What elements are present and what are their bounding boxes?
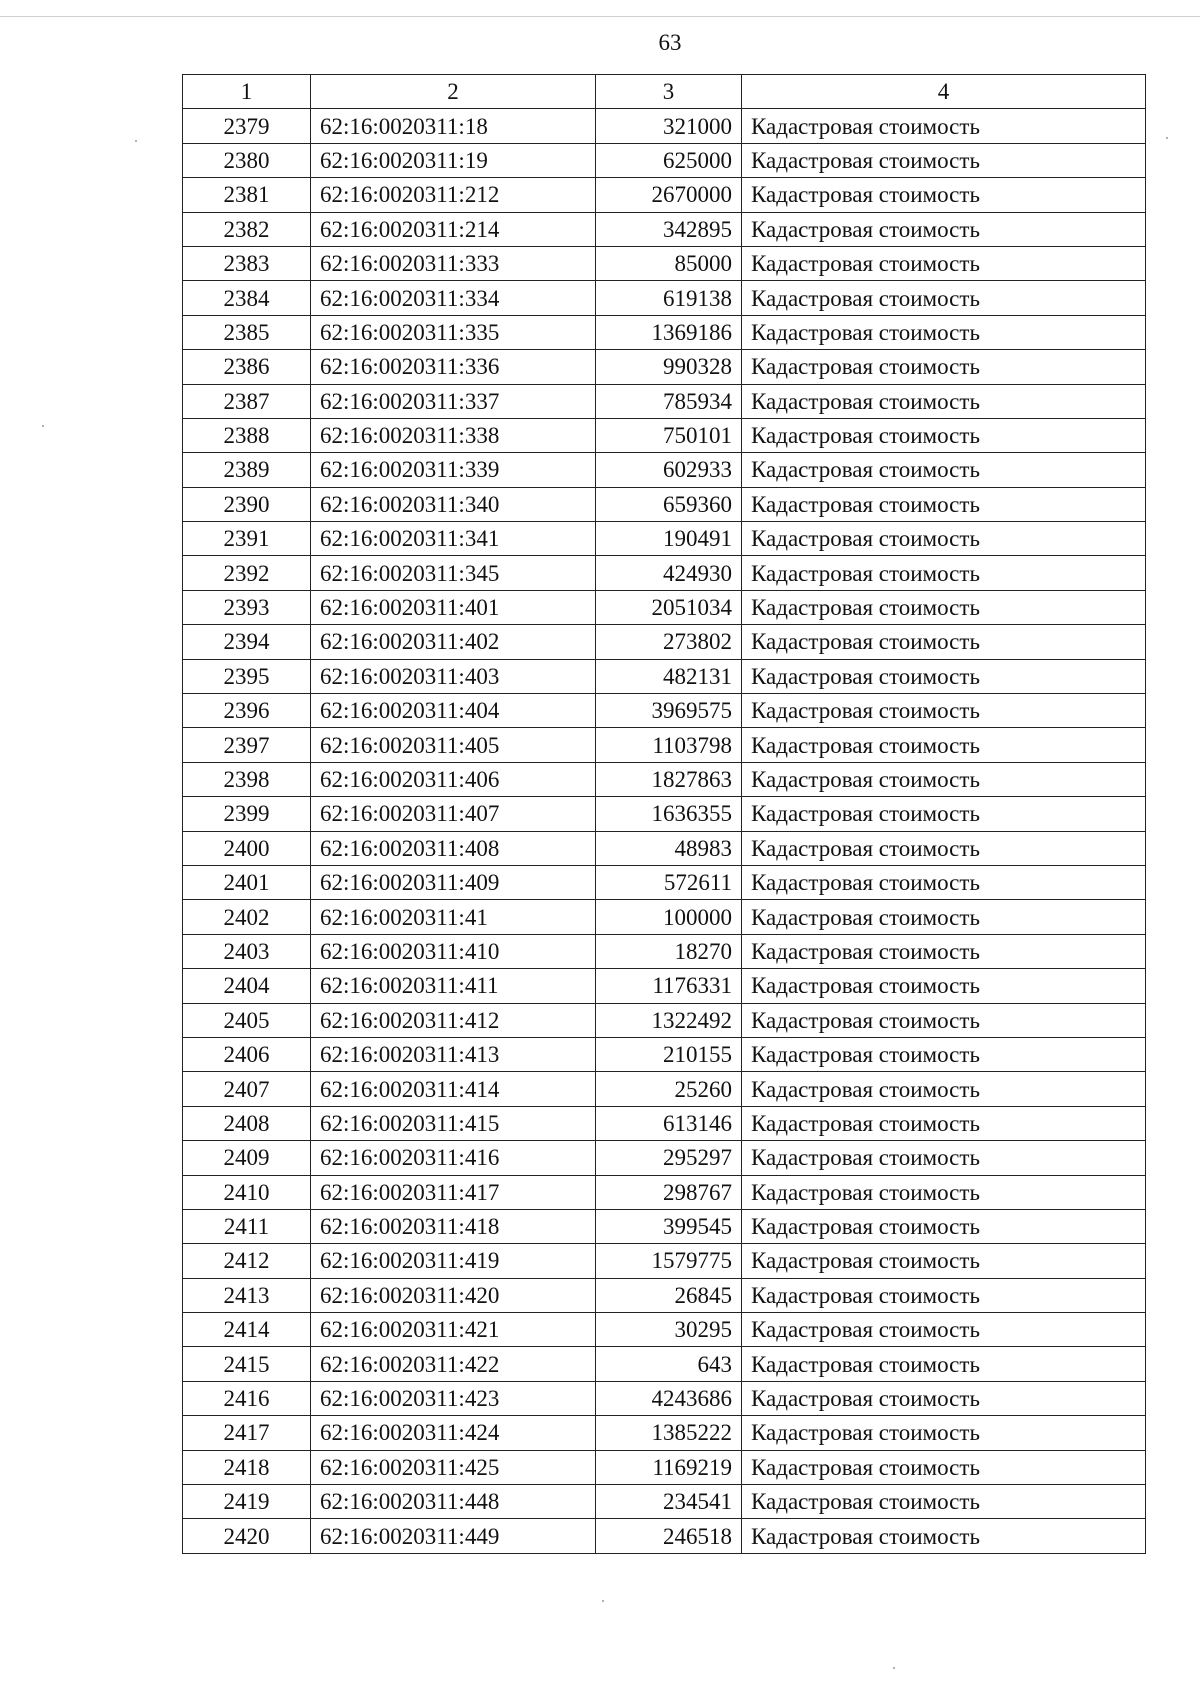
table-row bbox=[183, 865, 1146, 899]
value-type-cell: Кадастровая стоимость bbox=[742, 900, 1146, 934]
cadastral-number-cell: 62:16:0020311:413 bbox=[311, 1037, 596, 1071]
value-type-cell: Кадастровая стоимость bbox=[742, 625, 1146, 659]
table-row bbox=[183, 1381, 1146, 1415]
table-row bbox=[183, 625, 1146, 659]
value-type-cell: Кадастровая стоимость bbox=[742, 694, 1146, 728]
value-cell: 572611 bbox=[596, 865, 742, 899]
value-cell: 85000 bbox=[596, 246, 742, 280]
row-number-cell: 2388 bbox=[183, 418, 311, 452]
scan-speck bbox=[1166, 137, 1168, 139]
row-number-cell: 2383 bbox=[183, 246, 311, 280]
value-cell: 246518 bbox=[596, 1519, 742, 1553]
value-type-cell: Кадастровая стоимость bbox=[742, 384, 1146, 418]
value-cell: 273802 bbox=[596, 625, 742, 659]
table-row bbox=[183, 1519, 1146, 1553]
cadastral-number-cell: 62:16:0020311:410 bbox=[311, 934, 596, 968]
value-cell: 210155 bbox=[596, 1037, 742, 1071]
cadastral-number-cell: 62:16:0020311:336 bbox=[311, 350, 596, 384]
cadastral-number-cell: 62:16:0020311:18 bbox=[311, 109, 596, 143]
table-row bbox=[183, 900, 1146, 934]
row-number-cell: 2387 bbox=[183, 384, 311, 418]
row-number-cell: 2389 bbox=[183, 453, 311, 487]
table-row bbox=[183, 1244, 1146, 1278]
value-type-cell: Кадастровая стоимость bbox=[742, 1106, 1146, 1140]
row-number-cell: 2390 bbox=[183, 487, 311, 521]
value-cell: 602933 bbox=[596, 453, 742, 487]
value-cell: 298767 bbox=[596, 1175, 742, 1209]
cadastral-number-cell: 62:16:0020311:417 bbox=[311, 1175, 596, 1209]
column-header-2: 2 bbox=[311, 75, 596, 109]
cadastral-number-cell: 62:16:0020311:41 bbox=[311, 900, 596, 934]
value-cell: 1169219 bbox=[596, 1450, 742, 1484]
cadastral-number-cell: 62:16:0020311:212 bbox=[311, 178, 596, 212]
cadastral-number-cell: 62:16:0020311:420 bbox=[311, 1278, 596, 1312]
value-type-cell: Кадастровая стоимость bbox=[742, 178, 1146, 212]
value-cell: 48983 bbox=[596, 831, 742, 865]
value-cell: 1385222 bbox=[596, 1416, 742, 1450]
cadastral-number-cell: 62:16:0020311:403 bbox=[311, 659, 596, 693]
table-row bbox=[183, 934, 1146, 968]
value-cell: 2051034 bbox=[596, 590, 742, 624]
value-type-cell: Кадастровая стоимость bbox=[742, 1278, 1146, 1312]
table-row bbox=[183, 969, 1146, 1003]
value-type-cell: Кадастровая стоимость bbox=[742, 1175, 1146, 1209]
value-cell: 1103798 bbox=[596, 728, 742, 762]
value-cell: 342895 bbox=[596, 212, 742, 246]
value-cell: 785934 bbox=[596, 384, 742, 418]
scan-speck bbox=[42, 425, 44, 427]
table-row bbox=[183, 281, 1146, 315]
table-row bbox=[183, 797, 1146, 831]
value-type-cell: Кадастровая стоимость bbox=[742, 1072, 1146, 1106]
value-cell: 424930 bbox=[596, 556, 742, 590]
cadastral-number-cell: 62:16:0020311:411 bbox=[311, 969, 596, 1003]
row-number-cell: 2397 bbox=[183, 728, 311, 762]
value-type-cell: Кадастровая стоимость bbox=[742, 1003, 1146, 1037]
scan-speck bbox=[602, 1600, 604, 1602]
table-row bbox=[183, 590, 1146, 624]
row-number-cell: 2405 bbox=[183, 1003, 311, 1037]
column-header-4: 4 bbox=[742, 75, 1146, 109]
table-row bbox=[183, 315, 1146, 349]
table-row bbox=[183, 1278, 1146, 1312]
row-number-cell: 2381 bbox=[183, 178, 311, 212]
row-number-cell: 2406 bbox=[183, 1037, 311, 1071]
value-cell: 1176331 bbox=[596, 969, 742, 1003]
row-number-cell: 2404 bbox=[183, 969, 311, 1003]
value-cell: 2670000 bbox=[596, 178, 742, 212]
value-type-cell: Кадастровая стоимость bbox=[742, 350, 1146, 384]
value-cell: 1636355 bbox=[596, 797, 742, 831]
table-row bbox=[183, 694, 1146, 728]
value-cell: 990328 bbox=[596, 350, 742, 384]
row-number-cell: 2380 bbox=[183, 143, 311, 177]
value-type-cell: Кадастровая стоимость bbox=[742, 969, 1146, 1003]
row-number-cell: 2403 bbox=[183, 934, 311, 968]
row-number-cell: 2382 bbox=[183, 212, 311, 246]
table-row bbox=[183, 1209, 1146, 1243]
scan-speck bbox=[893, 1667, 895, 1669]
value-cell: 1369186 bbox=[596, 315, 742, 349]
row-number-cell: 2414 bbox=[183, 1313, 311, 1347]
table-header-row bbox=[183, 75, 1146, 109]
value-cell: 30295 bbox=[596, 1313, 742, 1347]
value-cell: 100000 bbox=[596, 900, 742, 934]
row-number-cell: 2415 bbox=[183, 1347, 311, 1381]
row-number-cell: 2391 bbox=[183, 522, 311, 556]
value-type-cell: Кадастровая стоимость bbox=[742, 143, 1146, 177]
table-row bbox=[183, 1175, 1146, 1209]
table-row bbox=[183, 1347, 1146, 1381]
value-type-cell: Кадастровая стоимость bbox=[742, 1209, 1146, 1243]
cadastral-number-cell: 62:16:0020311:407 bbox=[311, 797, 596, 831]
value-type-cell: Кадастровая стоимость bbox=[742, 797, 1146, 831]
table-row bbox=[183, 659, 1146, 693]
cadastral-number-cell: 62:16:0020311:405 bbox=[311, 728, 596, 762]
cadastral-number-cell: 62:16:0020311:414 bbox=[311, 1072, 596, 1106]
table-row bbox=[183, 728, 1146, 762]
table-row bbox=[183, 522, 1146, 556]
value-type-cell: Кадастровая стоимость bbox=[742, 556, 1146, 590]
cadastral-number-cell: 62:16:0020311:406 bbox=[311, 762, 596, 796]
value-type-cell: Кадастровая стоимость bbox=[742, 865, 1146, 899]
row-number-cell: 2394 bbox=[183, 625, 311, 659]
cadastral-number-cell: 62:16:0020311:333 bbox=[311, 246, 596, 280]
value-type-cell: Кадастровая стоимость bbox=[742, 1244, 1146, 1278]
cadastral-number-cell: 62:16:0020311:341 bbox=[311, 522, 596, 556]
row-number-cell: 2419 bbox=[183, 1485, 311, 1519]
value-type-cell: Кадастровая стоимость bbox=[742, 246, 1146, 280]
value-type-cell: Кадастровая стоимость bbox=[742, 522, 1146, 556]
row-number-cell: 2393 bbox=[183, 590, 311, 624]
row-number-cell: 2418 bbox=[183, 1450, 311, 1484]
cadastral-number-cell: 62:16:0020311:409 bbox=[311, 865, 596, 899]
value-type-cell: Кадастровая стоимость bbox=[742, 487, 1146, 521]
value-cell: 625000 bbox=[596, 143, 742, 177]
value-type-cell: Кадастровая стоимость bbox=[742, 109, 1146, 143]
value-type-cell: Кадастровая стоимость bbox=[742, 590, 1146, 624]
table-row bbox=[183, 143, 1146, 177]
row-number-cell: 2410 bbox=[183, 1175, 311, 1209]
value-cell: 3969575 bbox=[596, 694, 742, 728]
row-number-cell: 2386 bbox=[183, 350, 311, 384]
value-cell: 1827863 bbox=[596, 762, 742, 796]
value-cell: 619138 bbox=[596, 281, 742, 315]
cadastral-number-cell: 62:16:0020311:421 bbox=[311, 1313, 596, 1347]
cadastral-number-cell: 62:16:0020311:337 bbox=[311, 384, 596, 418]
table-row bbox=[183, 1485, 1146, 1519]
row-number-cell: 2385 bbox=[183, 315, 311, 349]
value-type-cell: Кадастровая стоимость bbox=[742, 728, 1146, 762]
cadastral-number-cell: 62:16:0020311:334 bbox=[311, 281, 596, 315]
cadastral-number-cell: 62:16:0020311:214 bbox=[311, 212, 596, 246]
value-type-cell: Кадастровая стоимость bbox=[742, 212, 1146, 246]
table-row bbox=[183, 178, 1146, 212]
table-row bbox=[183, 1416, 1146, 1450]
value-type-cell: Кадастровая стоимость bbox=[742, 418, 1146, 452]
value-type-cell: Кадастровая стоимость bbox=[742, 1141, 1146, 1175]
table-row bbox=[183, 1106, 1146, 1140]
table-row bbox=[183, 1072, 1146, 1106]
row-number-cell: 2413 bbox=[183, 1278, 311, 1312]
row-number-cell: 2417 bbox=[183, 1416, 311, 1450]
table-row bbox=[183, 1450, 1146, 1484]
table-row bbox=[183, 487, 1146, 521]
value-cell: 26845 bbox=[596, 1278, 742, 1312]
row-number-cell: 2399 bbox=[183, 797, 311, 831]
column-header-1: 1 bbox=[183, 75, 311, 109]
row-number-cell: 2401 bbox=[183, 865, 311, 899]
column-header-3: 3 bbox=[596, 75, 742, 109]
value-type-cell: Кадастровая стоимость bbox=[742, 934, 1146, 968]
row-number-cell: 2402 bbox=[183, 900, 311, 934]
value-type-cell: Кадастровая стоимость bbox=[742, 1519, 1146, 1553]
row-number-cell: 2396 bbox=[183, 694, 311, 728]
value-cell: 25260 bbox=[596, 1072, 742, 1106]
cadastral-number-cell: 62:16:0020311:416 bbox=[311, 1141, 596, 1175]
page-number: 63 bbox=[658, 30, 682, 55]
value-cell: 18270 bbox=[596, 934, 742, 968]
cadastral-number-cell: 62:16:0020311:335 bbox=[311, 315, 596, 349]
table-row bbox=[183, 831, 1146, 865]
table-row bbox=[183, 453, 1146, 487]
cadastral-number-cell: 62:16:0020311:402 bbox=[311, 625, 596, 659]
row-number-cell: 2398 bbox=[183, 762, 311, 796]
row-number-cell: 2384 bbox=[183, 281, 311, 315]
value-type-cell: Кадастровая стоимость bbox=[742, 453, 1146, 487]
row-number-cell: 2392 bbox=[183, 556, 311, 590]
table-row bbox=[183, 212, 1146, 246]
table-row bbox=[183, 350, 1146, 384]
table-row bbox=[183, 762, 1146, 796]
value-cell: 1322492 bbox=[596, 1003, 742, 1037]
row-number-cell: 2400 bbox=[183, 831, 311, 865]
cadastral-number-cell: 62:16:0020311:419 bbox=[311, 1244, 596, 1278]
table-row bbox=[183, 1037, 1146, 1071]
value-type-cell: Кадастровая стоимость bbox=[742, 659, 1146, 693]
row-number-cell: 2408 bbox=[183, 1106, 311, 1140]
row-number-cell: 2409 bbox=[183, 1141, 311, 1175]
table-row bbox=[183, 1141, 1146, 1175]
cadastral-number-cell: 62:16:0020311:448 bbox=[311, 1485, 596, 1519]
table-row bbox=[183, 246, 1146, 280]
cadastral-number-cell: 62:16:0020311:422 bbox=[311, 1347, 596, 1381]
value-cell: 482131 bbox=[596, 659, 742, 693]
table-row bbox=[183, 1003, 1146, 1037]
row-number-cell: 2411 bbox=[183, 1209, 311, 1243]
cadastral-number-cell: 62:16:0020311:340 bbox=[311, 487, 596, 521]
value-type-cell: Кадастровая стоимость bbox=[742, 1313, 1146, 1347]
value-type-cell: Кадастровая стоимость bbox=[742, 1037, 1146, 1071]
cadastral-number-cell: 62:16:0020311:338 bbox=[311, 418, 596, 452]
cadastral-number-cell: 62:16:0020311:449 bbox=[311, 1519, 596, 1553]
row-number-cell: 2379 bbox=[183, 109, 311, 143]
cadastral-value-table bbox=[182, 74, 1146, 1554]
value-cell: 321000 bbox=[596, 109, 742, 143]
cadastral-number-cell: 62:16:0020311:345 bbox=[311, 556, 596, 590]
row-number-cell: 2412 bbox=[183, 1244, 311, 1278]
value-cell: 1579775 bbox=[596, 1244, 742, 1278]
table-row bbox=[183, 109, 1146, 143]
value-cell: 234541 bbox=[596, 1485, 742, 1519]
cadastral-number-cell: 62:16:0020311:423 bbox=[311, 1381, 596, 1415]
cadastral-number-cell: 62:16:0020311:424 bbox=[311, 1416, 596, 1450]
cadastral-number-cell: 62:16:0020311:19 bbox=[311, 143, 596, 177]
cadastral-number-cell: 62:16:0020311:404 bbox=[311, 694, 596, 728]
cadastral-number-cell: 62:16:0020311:425 bbox=[311, 1450, 596, 1484]
value-type-cell: Кадастровая стоимость bbox=[742, 281, 1146, 315]
value-cell: 613146 bbox=[596, 1106, 742, 1140]
table-row bbox=[183, 1313, 1146, 1347]
cadastral-number-cell: 62:16:0020311:339 bbox=[311, 453, 596, 487]
row-number-cell: 2395 bbox=[183, 659, 311, 693]
cadastral-number-cell: 62:16:0020311:418 bbox=[311, 1209, 596, 1243]
value-type-cell: Кадастровая стоимость bbox=[742, 315, 1146, 349]
cadastral-number-cell: 62:16:0020311:401 bbox=[311, 590, 596, 624]
value-cell: 4243686 bbox=[596, 1381, 742, 1415]
value-cell: 643 bbox=[596, 1347, 742, 1381]
value-cell: 399545 bbox=[596, 1209, 742, 1243]
table-body bbox=[183, 109, 1146, 1553]
table-row bbox=[183, 556, 1146, 590]
value-type-cell: Кадастровая стоимость bbox=[742, 1416, 1146, 1450]
value-type-cell: Кадастровая стоимость bbox=[742, 1485, 1146, 1519]
value-cell: 659360 bbox=[596, 487, 742, 521]
value-type-cell: Кадастровая стоимость bbox=[742, 1347, 1146, 1381]
cadastral-number-cell: 62:16:0020311:408 bbox=[311, 831, 596, 865]
value-type-cell: Кадастровая стоимость bbox=[742, 1450, 1146, 1484]
row-number-cell: 2416 bbox=[183, 1381, 311, 1415]
value-type-cell: Кадастровая стоимость bbox=[742, 831, 1146, 865]
row-number-cell: 2407 bbox=[183, 1072, 311, 1106]
cadastral-number-cell: 62:16:0020311:415 bbox=[311, 1106, 596, 1140]
cadastral-number-cell: 62:16:0020311:412 bbox=[311, 1003, 596, 1037]
scan-edge-line bbox=[0, 16, 1200, 17]
row-number-cell: 2420 bbox=[183, 1519, 311, 1553]
value-cell: 750101 bbox=[596, 418, 742, 452]
scan-speck bbox=[135, 140, 137, 142]
value-type-cell: Кадастровая стоимость bbox=[742, 762, 1146, 796]
table-row bbox=[183, 418, 1146, 452]
value-type-cell: Кадастровая стоимость bbox=[742, 1381, 1146, 1415]
table-row bbox=[183, 384, 1146, 418]
value-cell: 295297 bbox=[596, 1141, 742, 1175]
value-cell: 190491 bbox=[596, 522, 742, 556]
